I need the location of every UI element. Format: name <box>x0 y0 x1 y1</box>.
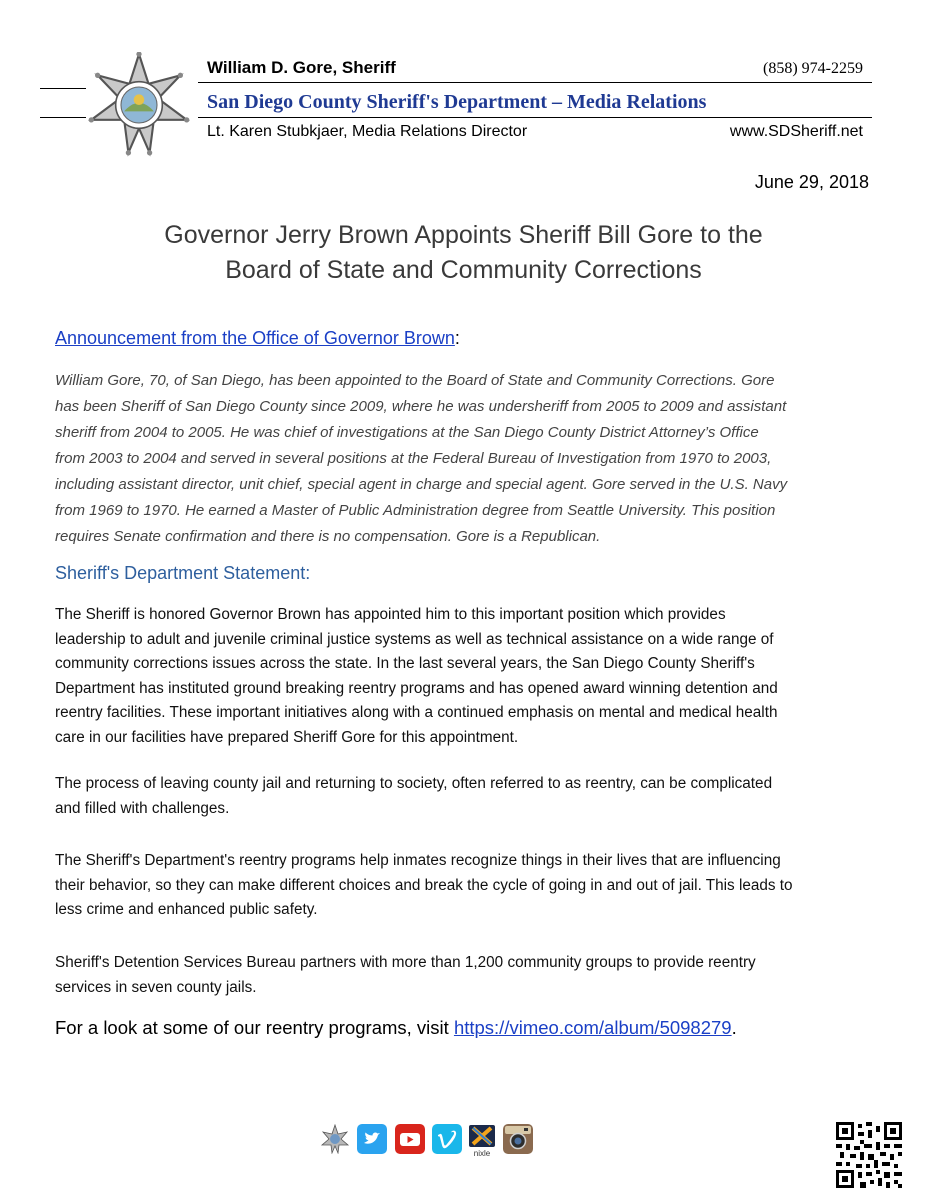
paragraph-line: The process of leaving county jail and returning to society, often referred to as reentry, can be complicated <box>55 775 773 792</box>
announcement-line: from 2003 to 2004 and served in several positions at the Federal Bureau of Investigation from 1970 to 2003, <box>55 450 772 467</box>
qr-code-icon <box>836 1122 902 1188</box>
announcement-line: sheriff from 2004 to 2005. He was chief of investigations at the San Diego County District Attorney’s Office <box>55 424 759 441</box>
media-director: Lt. Karen Stubkjaer, Media Relations Director <box>207 123 528 140</box>
announcement-colon: : <box>454 328 460 348</box>
nixle-icon[interactable] <box>467 1124 497 1158</box>
paragraph-line: care in our facilities have prepared Sheriff Gore for this appointment. <box>55 728 519 746</box>
sheriff-name: William D. Gore, Sheriff <box>207 58 396 77</box>
announcement-line: including assistant director, unit chief, special agent in charge and special agent. Gore served in the U.S. Navy <box>55 476 788 493</box>
paragraph-line: leadership to adult and juvenile criminal justice systems as well as technical assistance on a wide range of <box>55 630 774 648</box>
sheriff-badge-icon[interactable] <box>320 1124 350 1154</box>
detention-paragraph <box>55 951 885 1000</box>
vimeo-icon[interactable] <box>432 1124 462 1154</box>
sheriff-badge-logo <box>86 52 192 158</box>
visit-period: . <box>731 1017 737 1038</box>
statement-heading: Sheriff's Department Statement: <box>55 563 311 583</box>
vimeo-album-link[interactable]: https://vimeo.com/album/5098279 <box>453 1017 732 1038</box>
paragraph-line: Department has instituted ground breaking reentry programs and has opened award winning detention and <box>55 679 778 697</box>
paragraph-line: less crime and enhanced public safety. <box>55 901 318 919</box>
twitter-icon[interactable] <box>357 1124 387 1154</box>
announcement-line: William Gore, 70, of San Diego, has been appointed to the Board of State and Community Corrections. Gore <box>55 372 775 389</box>
reentry-paragraph <box>55 772 885 821</box>
headline <box>0 218 927 288</box>
headline-line: Governor Jerry Brown Appoints Sheriff Bill Gore to the <box>164 221 763 249</box>
announcement-line: has been Sheriff of San Diego County since 2009, where he was undersheriff from 2005 to 2009 and assistant <box>55 398 787 415</box>
statement-paragraph <box>55 603 885 751</box>
visit-prefix: For a look at some of our reentry programs, visit <box>55 1017 454 1038</box>
phone-number: (858) 974-2259 <box>763 60 863 77</box>
paragraph-line: reentry facilities. These important initiatives along with a continued emphasis on mental and medical health <box>55 704 778 722</box>
letterhead-rule-middle <box>198 117 872 118</box>
paragraph-line: services in seven county jails. <box>55 978 257 996</box>
headline-line: Board of State and Community Corrections <box>225 256 702 284</box>
release-date: June 29, 2018 <box>754 172 869 192</box>
letterhead-rule-left-2 <box>40 117 86 118</box>
visit-line <box>55 1017 737 1039</box>
announcement-link[interactable]: Announcement from the Office of Governor Brown <box>55 328 455 348</box>
website: www.SDSheriff.net <box>729 123 863 140</box>
announcement-line: from 1969 to 1970. He earned a Master of Public Administration degree from Seattle University. This position <box>55 502 776 519</box>
paragraph-line: their behavior, so they can make different choices and break the cycle of going in and out of jail. This leads to <box>55 876 793 894</box>
youtube-icon[interactable] <box>395 1124 425 1154</box>
instagram-icon[interactable] <box>503 1124 533 1154</box>
letterhead-rule-left-1 <box>40 88 86 89</box>
announcement-heading <box>55 328 460 349</box>
announcement-line: requires Senate confirmation and there is no compensation. Gore is a Republican. <box>55 528 601 545</box>
department-title: San Diego County Sheriff's Department – Media Relations <box>207 91 707 113</box>
paragraph-line: The Sheriff's Department's reentry programs help inmates recognize things in their lives that are influencing <box>55 852 781 869</box>
letterhead-rule-top <box>198 82 872 83</box>
paragraph-line: Sheriff's Detention Services Bureau partners with more than 1,200 community groups to provide reentry <box>55 954 756 971</box>
nixle-label: nixle <box>473 1149 491 1158</box>
paragraph-line: community corrections issues across the state. In the last several years, the San Diego County Sheriff's <box>55 655 755 673</box>
programs-paragraph <box>55 849 885 923</box>
paragraph-line: The Sheriff is honored Governor Brown has appointed him to this important position which provides <box>55 606 726 623</box>
announcement-body <box>55 368 870 550</box>
paragraph-line: and filled with challenges. <box>55 799 230 817</box>
